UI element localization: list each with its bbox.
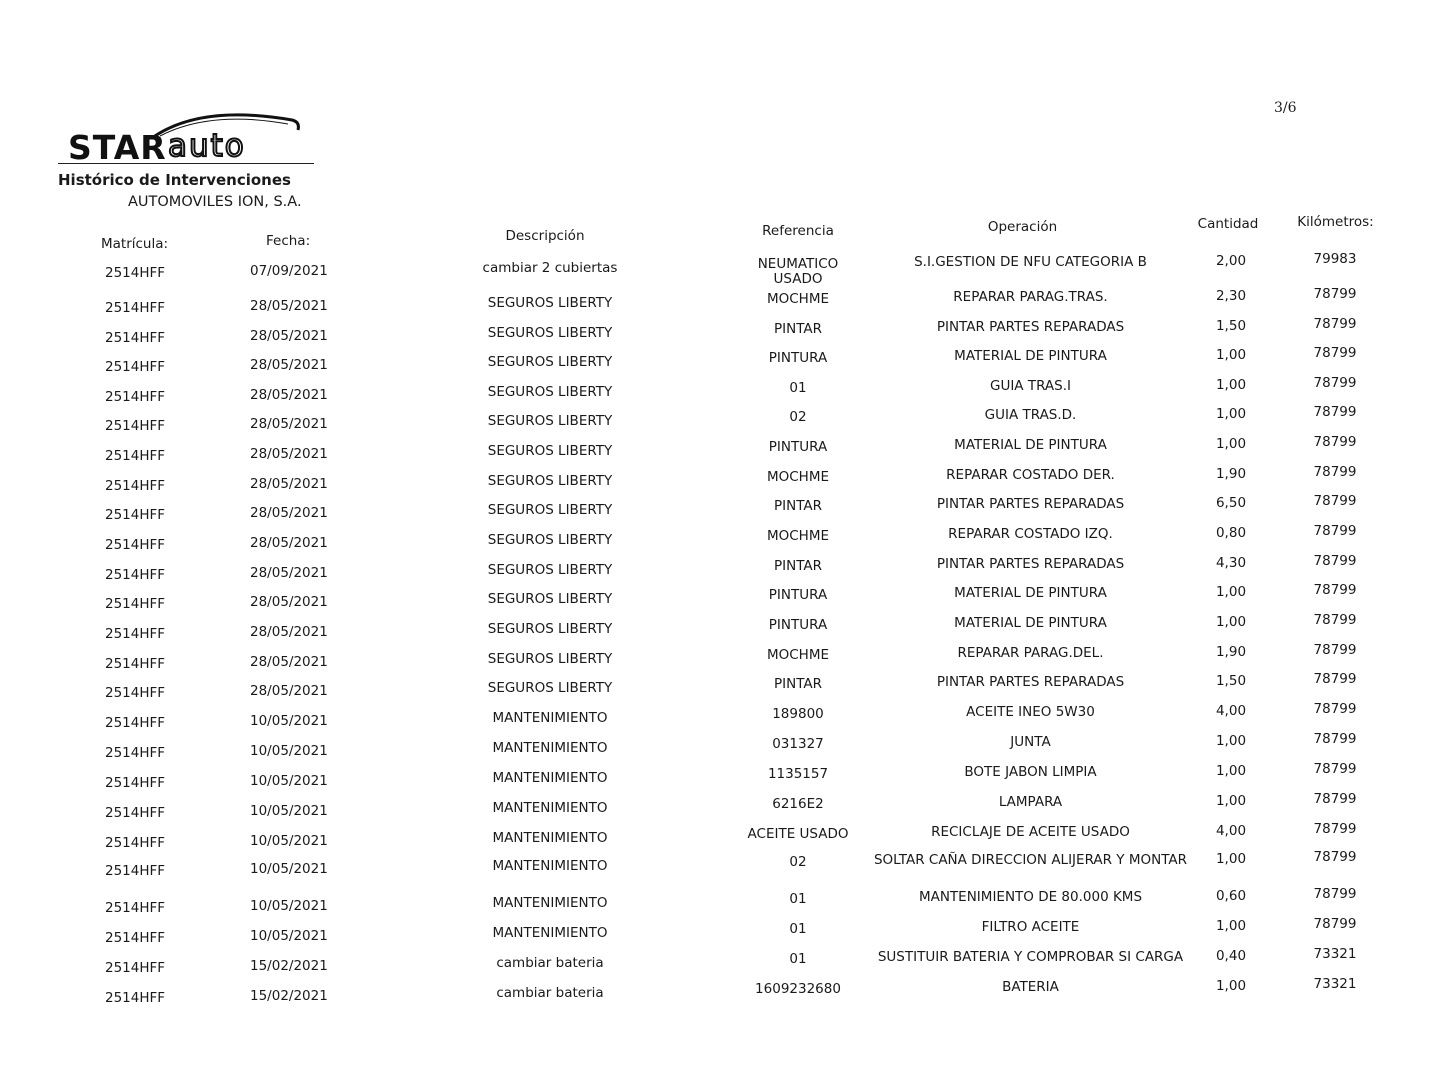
operacion-cell: RECICLAJE DE ACEITE USADO [931, 824, 1130, 840]
fecha-cell: 15/02/2021 [250, 988, 328, 1004]
header-descripcion: Descripción [505, 228, 585, 244]
kilometros-cell: 78799 [1313, 286, 1357, 302]
matricula-cell: 2514HFF [105, 990, 166, 1006]
operacion-cell: MATERIAL DE PINTURA [954, 348, 1107, 364]
fecha-cell: 10/05/2021 [250, 803, 328, 819]
operacion-cell: PINTAR PARTES REPARADAS [936, 674, 1125, 690]
logo-underline [58, 163, 314, 164]
matricula-cell: 2514HFF [105, 805, 166, 821]
cantidad-cell: 1,00 [1215, 347, 1247, 363]
referencia-cell: PINTAR [773, 558, 823, 574]
matricula-cell: 2514HFF [105, 537, 166, 553]
descripcion-cell: MANTENIMIENTO [492, 710, 608, 726]
operacion-cell: SUSTITUIR BATERIA Y COMPROBAR SI CARGA [877, 949, 1184, 965]
descripcion-cell: MANTENIMIENTO [492, 800, 608, 816]
operacion-cell: LAMPARA [998, 794, 1063, 810]
kilometros-cell: 78799 [1313, 582, 1357, 598]
kilometros-cell: 78799 [1313, 731, 1357, 747]
kilometros-cell: 78799 [1313, 523, 1357, 539]
kilometros-cell: 78799 [1313, 916, 1357, 932]
descripcion-cell: MANTENIMIENTO [492, 858, 608, 874]
matricula-cell: 2514HFF [105, 656, 166, 672]
referencia-cell: MOCHME [766, 647, 830, 663]
operacion-cell: JUNTA [1010, 734, 1051, 750]
matricula-cell: 2514HFF [105, 715, 166, 731]
fecha-cell: 28/05/2021 [250, 594, 328, 610]
kilometros-cell: 78799 [1313, 553, 1357, 569]
operacion-cell: MATERIAL DE PINTURA [954, 437, 1107, 453]
kilometros-cell: 78799 [1313, 404, 1357, 420]
referencia-cell: 1135157 [767, 766, 829, 782]
matricula-cell: 2514HFF [105, 960, 166, 976]
fecha-cell: 28/05/2021 [250, 446, 328, 462]
fecha-cell: 28/05/2021 [250, 476, 328, 492]
cantidad-cell: 1,00 [1215, 918, 1247, 934]
descripcion-cell: SEGUROS LIBERTY [487, 562, 613, 578]
kilometros-cell: 78799 [1313, 345, 1357, 361]
cantidad-cell: 4,30 [1215, 555, 1247, 571]
matricula-cell: 2514HFF [105, 448, 166, 464]
matricula-cell: 2514HFF [105, 330, 166, 346]
matricula-cell: 2514HFF [105, 835, 166, 851]
matricula-cell: 2514HFF [105, 930, 166, 946]
header-cantidad: Cantidad [1197, 216, 1259, 232]
kilometros-cell: 78799 [1313, 671, 1357, 687]
operacion-cell: MATERIAL DE PINTURA [954, 585, 1107, 601]
operacion-cell: GUIA TRAS.I [989, 378, 1071, 394]
referencia-cell: 01 [789, 951, 807, 967]
cantidad-cell: 0,40 [1215, 948, 1247, 964]
referencia-cell: 02 [789, 409, 807, 425]
cantidad-cell: 4,00 [1215, 703, 1247, 719]
matricula-cell: 2514HFF [105, 745, 166, 761]
operacion-cell: PINTAR PARTES REPARADAS [936, 496, 1125, 512]
cantidad-cell: 0,80 [1215, 525, 1247, 541]
descripcion-cell: cambiar bateria [496, 955, 604, 971]
cantidad-cell: 2,00 [1215, 253, 1247, 269]
kilometros-cell: 73321 [1313, 946, 1357, 962]
fecha-cell: 28/05/2021 [250, 416, 328, 432]
referencia-cell: PINTURA [768, 350, 828, 366]
descripcion-cell: SEGUROS LIBERTY [487, 295, 613, 311]
cantidad-cell: 1,00 [1215, 377, 1247, 393]
fecha-cell: 28/05/2021 [250, 328, 328, 344]
operacion-cell: REPARAR COSTADO IZQ. [948, 526, 1113, 542]
matricula-cell: 2514HFF [105, 900, 166, 916]
kilometros-cell: 79983 [1313, 251, 1357, 267]
descripcion-cell: SEGUROS LIBERTY [487, 591, 613, 607]
fecha-cell: 10/05/2021 [250, 861, 328, 877]
descripcion-cell: cambiar 2 cubiertas [482, 260, 618, 276]
descripcion-cell: SEGUROS LIBERTY [487, 621, 613, 637]
referencia-cell: PINTAR [773, 321, 823, 337]
referencia-cell: PINTURA [768, 439, 828, 455]
operacion-cell: REPARAR PARAG.DEL. [957, 645, 1104, 661]
fecha-cell: 28/05/2021 [250, 624, 328, 640]
operacion-cell: GUIA TRAS.D. [984, 407, 1077, 423]
operacion-cell: S.I.GESTION DE NFU CATEGORIA B [914, 254, 1147, 270]
referencia-cell: MOCHME [766, 528, 830, 544]
descripcion-cell: SEGUROS LIBERTY [487, 651, 613, 667]
descripcion-cell: MANTENIMIENTO [492, 740, 608, 756]
kilometros-cell: 78799 [1313, 612, 1357, 628]
cantidad-cell: 1,90 [1215, 644, 1247, 660]
kilometros-cell: 78799 [1313, 821, 1357, 837]
descripcion-cell: MANTENIMIENTO [492, 895, 608, 911]
referencia-cell: MOCHME [766, 291, 830, 307]
operacion-cell: BOTE JABON LIMPIA [964, 764, 1097, 780]
referencia-cell: 031327 [772, 736, 824, 752]
kilometros-cell: 78799 [1313, 886, 1357, 902]
kilometros-cell: 78799 [1313, 791, 1357, 807]
matricula-cell: 2514HFF [105, 863, 166, 879]
fecha-cell: 10/05/2021 [250, 713, 328, 729]
referencia-cell: PINTURA [768, 617, 828, 633]
descripcion-cell: cambiar bateria [496, 985, 604, 1001]
kilometros-cell: 78799 [1313, 375, 1357, 391]
kilometros-cell: 78799 [1313, 316, 1357, 332]
descripcion-cell: MANTENIMIENTO [492, 770, 608, 786]
page-number: 3/6 [1274, 100, 1297, 116]
matricula-cell: 2514HFF [105, 507, 166, 523]
referencia-cell: NEUMATICO USADO [757, 256, 839, 287]
referencia-cell: 189800 [772, 706, 824, 722]
referencia-cell: ACEITE USADO [747, 826, 849, 842]
fecha-cell: 15/02/2021 [250, 958, 328, 974]
kilometros-cell: 78799 [1313, 434, 1357, 450]
header-fecha: Fecha: [266, 233, 311, 249]
fecha-cell: 10/05/2021 [250, 743, 328, 759]
kilometros-cell: 78799 [1313, 761, 1357, 777]
matricula-cell: 2514HFF [105, 626, 166, 642]
fecha-cell: 28/05/2021 [250, 565, 328, 581]
cantidad-cell: 1,00 [1215, 763, 1247, 779]
fecha-cell: 28/05/2021 [250, 357, 328, 373]
descripcion-cell: MANTENIMIENTO [492, 925, 608, 941]
fecha-cell: 28/05/2021 [250, 505, 328, 521]
cantidad-cell: 1,00 [1215, 978, 1247, 994]
referencia-cell: PINTAR [773, 676, 823, 692]
kilometros-cell: 78799 [1313, 849, 1357, 865]
matricula-cell: 2514HFF [105, 685, 166, 701]
cantidad-cell: 1,00 [1215, 436, 1247, 452]
cantidad-cell: 1,00 [1215, 614, 1247, 630]
fecha-cell: 10/05/2021 [250, 928, 328, 944]
fecha-cell: 28/05/2021 [250, 387, 328, 403]
operacion-cell: ACEITE INEO 5W30 [966, 704, 1095, 720]
operacion-cell: SOLTAR CAÑA DIRECCION ALIJERAR Y MONTAR [873, 852, 1188, 868]
cantidad-cell: 0,60 [1215, 888, 1247, 904]
matricula-cell: 2514HFF [105, 596, 166, 612]
header-matricula: Matrícula: [101, 236, 169, 252]
company-logo [60, 106, 320, 170]
referencia-cell: MOCHME [766, 469, 830, 485]
cantidad-cell: 1,00 [1215, 733, 1247, 749]
referencia-cell: 01 [789, 380, 807, 396]
descripcion-cell: SEGUROS LIBERTY [487, 413, 613, 429]
descripcion-cell: SEGUROS LIBERTY [487, 473, 613, 489]
cantidad-cell: 6,50 [1215, 495, 1247, 511]
cantidad-cell: 1,50 [1215, 318, 1247, 334]
matricula-cell: 2514HFF [105, 775, 166, 791]
cantidad-cell: 1,00 [1215, 851, 1247, 867]
referencia-cell: 1609232680 [755, 981, 841, 997]
header-kilometros: Kilómetros: [1297, 214, 1374, 230]
operacion-cell: REPARAR PARAG.TRAS. [953, 289, 1108, 305]
kilometros-cell: 78799 [1313, 642, 1357, 658]
cantidad-cell: 1,00 [1215, 584, 1247, 600]
referencia-cell: 02 [789, 854, 807, 870]
fecha-cell: 07/09/2021 [250, 263, 328, 279]
fecha-cell: 28/05/2021 [250, 535, 328, 551]
operacion-cell: PINTAR PARTES REPARADAS [936, 319, 1125, 335]
cantidad-cell: 2,30 [1215, 288, 1247, 304]
descripcion-cell: SEGUROS LIBERTY [487, 354, 613, 370]
kilometros-cell: 78799 [1313, 493, 1357, 509]
descripcion-cell: SEGUROS LIBERTY [487, 325, 613, 341]
descripcion-cell: SEGUROS LIBERTY [487, 502, 613, 518]
matricula-cell: 2514HFF [105, 389, 166, 405]
matricula-cell: 2514HFF [105, 300, 166, 316]
descripcion-cell: MANTENIMIENTO [492, 830, 608, 846]
matricula-cell: 2514HFF [105, 265, 166, 281]
descripcion-cell: SEGUROS LIBERTY [487, 532, 613, 548]
cantidad-cell: 1,00 [1215, 793, 1247, 809]
fecha-cell: 28/05/2021 [250, 683, 328, 699]
operacion-cell: FILTRO ACEITE [981, 919, 1080, 935]
cantidad-cell: 4,00 [1215, 823, 1247, 839]
kilometros-cell: 78799 [1313, 464, 1357, 480]
fecha-cell: 10/05/2021 [250, 773, 328, 789]
operacion-cell: PINTAR PARTES REPARADAS [936, 556, 1125, 572]
referencia-cell: 01 [789, 891, 807, 907]
descripcion-cell: SEGUROS LIBERTY [487, 680, 613, 696]
operacion-cell: MATERIAL DE PINTURA [954, 615, 1107, 631]
operacion-cell: REPARAR COSTADO DER. [946, 467, 1115, 483]
cantidad-cell: 1,90 [1215, 466, 1247, 482]
fecha-cell: 10/05/2021 [250, 898, 328, 914]
descripcion-cell: SEGUROS LIBERTY [487, 384, 613, 400]
company-name: AUTOMOVILES ION, S.A. [128, 194, 302, 210]
descripcion-cell: SEGUROS LIBERTY [487, 443, 613, 459]
matricula-cell: 2514HFF [105, 359, 166, 375]
operacion-cell: MANTENIMIENTO DE 80.000 KMS [918, 889, 1143, 905]
operacion-cell: BATERIA [1002, 979, 1059, 995]
logo-star-text: STAR [68, 128, 167, 167]
table-row [0, 976, 1440, 1020]
header-referencia: Referencia [762, 223, 834, 239]
referencia-cell: PINTURA [768, 587, 828, 603]
matricula-cell: 2514HFF [105, 418, 166, 434]
fecha-cell: 28/05/2021 [250, 298, 328, 314]
document-title: Histórico de Intervenciones [58, 171, 291, 189]
referencia-cell: PINTAR [773, 498, 823, 514]
kilometros-cell: 78799 [1313, 701, 1357, 717]
kilometros-cell: 73321 [1313, 976, 1357, 992]
header-operacion: Operación [987, 219, 1058, 235]
matricula-cell: 2514HFF [105, 478, 166, 494]
cantidad-cell: 1,50 [1215, 673, 1247, 689]
matricula-cell: 2514HFF [105, 567, 166, 583]
cantidad-cell: 1,00 [1215, 406, 1247, 422]
referencia-cell: 6216E2 [772, 796, 824, 812]
fecha-cell: 10/05/2021 [250, 833, 328, 849]
referencia-cell: 01 [789, 921, 807, 937]
logo-auto-text: auto [168, 128, 246, 164]
fecha-cell: 28/05/2021 [250, 654, 328, 670]
